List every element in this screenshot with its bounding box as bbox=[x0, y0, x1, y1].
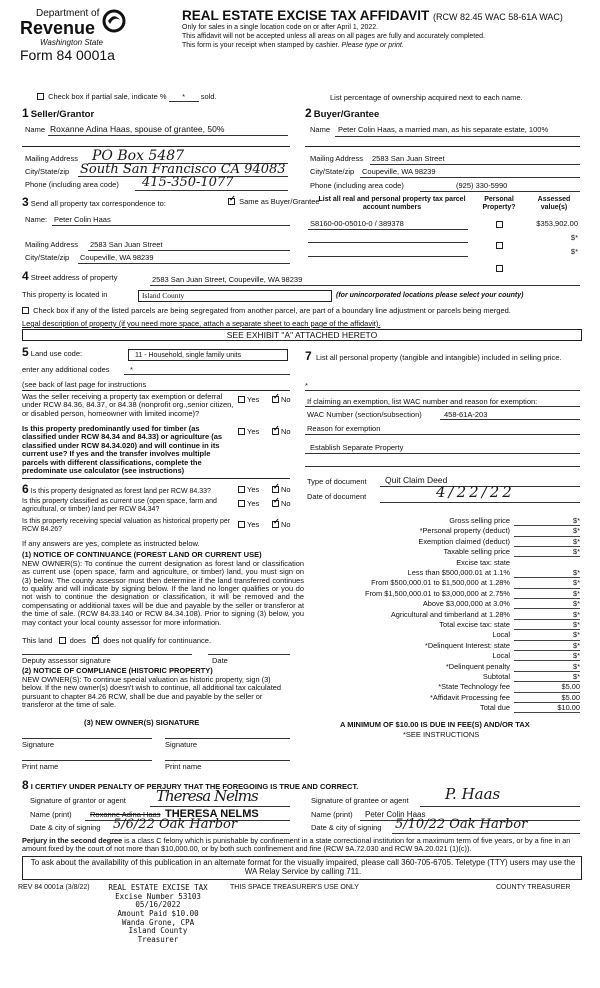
tax-row-label: From $1,500,000.01 to $3,000,000 at 2.75% bbox=[364, 588, 510, 598]
grantee-sig-label: Signature of grantee or agent bbox=[311, 796, 409, 805]
grantor-signature-text: Theresa Nelms bbox=[156, 787, 258, 805]
tax-row-label: Taxable selling price bbox=[443, 547, 510, 557]
partial-sale-percent[interactable]: * bbox=[169, 93, 199, 102]
personal-property-value[interactable]: * bbox=[305, 381, 308, 390]
buyer-heading-text: Buyer/Grantee bbox=[313, 109, 380, 120]
buyer-phone-label: Phone (including area code) bbox=[310, 181, 404, 190]
see-back: (see back of last page for instructions bbox=[22, 380, 147, 389]
forest-num: 6 bbox=[22, 482, 29, 496]
does-not-checkbox[interactable] bbox=[92, 637, 99, 644]
seller-phone-line bbox=[135, 190, 288, 191]
tax-row-label: Local bbox=[492, 630, 510, 640]
wac-value[interactable]: 458-61A-203 bbox=[444, 410, 488, 419]
tax-row-value[interactable]: $* bbox=[514, 652, 580, 661]
form-number: Form 84 0001a bbox=[20, 47, 115, 63]
buyer-box-top bbox=[305, 146, 580, 147]
same-as-buyer-checkbox[interactable] bbox=[228, 198, 235, 205]
header-note-2: This affidavit will not be accepted unless all areas on all pages are fully and accurately completed. bbox=[182, 33, 485, 40]
tax-row bbox=[300, 652, 582, 662]
parcel-col-assessed: Assessed value(s) bbox=[537, 196, 571, 211]
corr-mailing[interactable]: 2583 San Juan Street bbox=[90, 240, 163, 249]
forest-q3-no-label: No bbox=[281, 520, 291, 529]
grantor-date-line bbox=[110, 833, 290, 834]
dept-line1: Department of bbox=[36, 8, 100, 19]
minimum-fee: A MINIMUM OF $10.00 IS DUE IN FEE(S) AND/OR TAX bbox=[340, 720, 530, 729]
form-title bbox=[182, 8, 563, 23]
doc-type-label: Type of document bbox=[307, 477, 367, 486]
corr-city[interactable]: Coupeville, WA 98239 bbox=[80, 253, 154, 262]
forest-q3-yes-checkbox[interactable] bbox=[238, 521, 245, 528]
landuse-label: Land use code: bbox=[30, 349, 83, 358]
form-title-text: REAL ESTATE EXCISE TAX AFFIDAVIT bbox=[182, 8, 430, 23]
wac-intro: If claiming an exemption, list WAC number and reason for exemption: bbox=[307, 397, 538, 406]
seller-num: 1 bbox=[22, 106, 29, 120]
notice2-title: (2) NOTICE OF COMPLIANCE (HISTORIC PROPERTY) bbox=[22, 666, 213, 675]
owner-print-line-2 bbox=[165, 760, 290, 761]
county-treasurer: COUNTY TREASURER bbox=[496, 884, 571, 891]
availability-text: To ask about the availability of this publication in an alternate format for the visually impaired, please call 360-705-6705. Teletype (TTY) users may use the WA Relay Service by calling 711. bbox=[30, 858, 576, 876]
deputy-date-line bbox=[208, 654, 290, 655]
forest-q3-yes-label: Yes bbox=[247, 520, 260, 529]
notice1-title: (1) NOTICE OF CONTINUANCE (FOREST LAND OR CURRENT USE) bbox=[22, 550, 262, 559]
buyer-mailing-label: Mailing Address bbox=[310, 154, 363, 163]
seller-heading-text: Seller/Grantor bbox=[30, 109, 95, 120]
header-note-1: Only for sales in a single location code on or after April 1, 2022. bbox=[182, 24, 379, 31]
tax-row-value[interactable]: $* bbox=[514, 600, 580, 609]
certify-num: 8 bbox=[22, 778, 29, 792]
seller-phone[interactable]: 415-350-1077 bbox=[142, 175, 234, 190]
parcel-assessed-value[interactable]: $* bbox=[570, 233, 578, 242]
grantor-date-city[interactable]: 5/6/22 Oak Harbor bbox=[113, 817, 238, 832]
stamp-line: Excise Number 53103 bbox=[115, 891, 201, 901]
buyer-phone-line bbox=[420, 191, 580, 192]
forest-q2-yes bbox=[238, 500, 259, 508]
header-note-3 bbox=[182, 42, 404, 50]
parcel-assessed-value[interactable]: $353,902.00 bbox=[536, 219, 578, 228]
seller-box-top bbox=[22, 146, 290, 147]
perjury-notice bbox=[22, 837, 582, 853]
doc-date-value[interactable]: 4/22/22 bbox=[436, 483, 515, 501]
tax-row-value[interactable]: $* bbox=[514, 631, 580, 640]
treasurer-use: THIS SPACE TREASURER'S USE ONLY bbox=[230, 884, 359, 891]
parcel-number-line bbox=[308, 256, 468, 257]
buyer-name[interactable]: Peter Colin Haas, a married man, as his separate estate, 100% bbox=[338, 125, 549, 134]
corr-mailing-label: Mailing Address bbox=[25, 240, 78, 249]
forest-divider bbox=[22, 478, 290, 479]
forest-q1-yes-checkbox[interactable] bbox=[238, 486, 245, 493]
does-checkbox[interactable] bbox=[59, 637, 66, 644]
owner-print-line-1 bbox=[22, 760, 152, 761]
doc-type-value[interactable]: Quit Claim Deed bbox=[385, 475, 448, 485]
forest-q3-no bbox=[272, 521, 291, 529]
this-land-row bbox=[22, 637, 211, 645]
does-not-label: does not qualify for continuance. bbox=[103, 636, 212, 645]
timber-yes-checkbox[interactable] bbox=[238, 428, 245, 435]
grantee-date-label: Date & city of signing bbox=[311, 823, 382, 832]
parcel-number[interactable]: S8160-00-05010-0 / 389378 bbox=[310, 219, 404, 228]
owner-sig-line-2 bbox=[165, 738, 290, 739]
forest-q2: Is this property classified as current use (open space, farm and agricultural, or timber) land per RCW 84.34? bbox=[22, 498, 217, 513]
seller-heading bbox=[22, 107, 94, 121]
correspondence-heading-text: Send all property tax correspondence to: bbox=[30, 199, 166, 208]
forest-q3: Is this property receiving special valuation as historical property per RCW 84.26? bbox=[22, 518, 231, 533]
buyer-city[interactable]: Coupeville, WA 98239 bbox=[362, 167, 436, 176]
located-note: (for unincorporated locations please select your county) bbox=[336, 292, 524, 299]
grantor-signature[interactable] bbox=[152, 784, 272, 808]
correspondence-num: 3 bbox=[22, 195, 29, 209]
tax-row-value[interactable]: $* bbox=[514, 538, 580, 547]
partial-sale-row bbox=[37, 93, 217, 102]
buyer-phone[interactable]: (925) 330-5990 bbox=[456, 181, 508, 190]
segregated-label: Check box if any of the listed parcels are being segregated from another parcel, are part of a boundary line adjustment or parcels being merged. bbox=[33, 306, 511, 315]
additional-codes-line bbox=[124, 374, 290, 375]
additional-codes-label: enter any additional codes bbox=[22, 365, 110, 374]
tax-row-label: *Personal property (deduct) bbox=[419, 526, 510, 536]
seller-name-label: Name bbox=[25, 125, 46, 134]
doc-date-line bbox=[380, 502, 580, 503]
wac-line bbox=[440, 419, 580, 420]
forest-q2-no-checkbox[interactable] bbox=[272, 500, 279, 507]
partial-sale-suffix: sold. bbox=[200, 92, 217, 101]
tax-row-label: Total due bbox=[480, 703, 510, 713]
tax-row-label: Gross selling price bbox=[449, 516, 510, 525]
street-num: 4 bbox=[22, 269, 29, 283]
personal-property-label: List all personal property (tangible and intangible) included in selling price. bbox=[316, 353, 562, 362]
street-row bbox=[22, 270, 118, 283]
grantor-sig-label: Signature of grantor or agent bbox=[30, 796, 126, 805]
landuse-select-value: 11 - Household, single family units bbox=[135, 352, 242, 359]
tax-row-label: *Delinquent Interest: state bbox=[424, 640, 510, 650]
timber-question: Is this property predominantly used for timber (as classified under RCW 84.34 and 84.33) or agriculture (as classified under RCW 84.34.020) and will continue in its current use? If yes and the transfer involves multiple parcels with different classifications, complete the predominate use calculator (see instructions) bbox=[22, 424, 223, 475]
tax-row bbox=[300, 538, 582, 548]
county-select-value: Island County bbox=[142, 291, 185, 300]
tax-row bbox=[300, 621, 582, 631]
stamp-line: Wanda Grone, CPA bbox=[121, 917, 195, 927]
buyer-mailing-line bbox=[370, 164, 580, 165]
grantee-name-print[interactable]: Peter Colin Haas bbox=[365, 810, 426, 819]
reason-value-line bbox=[305, 453, 580, 454]
forest-q1-yes bbox=[238, 486, 259, 494]
tax-row-label: Above $3,000,000 at 3.0% bbox=[422, 599, 510, 609]
perjury-bold: Perjury in the second degree bbox=[22, 836, 123, 845]
exemption-yes-label: Yes bbox=[247, 395, 260, 404]
seller-mailing-label: Mailing Address bbox=[25, 154, 78, 163]
landuse-num: 5 bbox=[22, 345, 29, 359]
corr-name-line bbox=[52, 225, 290, 226]
exemption-no bbox=[272, 396, 291, 404]
deputy-label: Deputy assessor signature bbox=[22, 656, 111, 665]
forest-q2-yes-label: Yes bbox=[247, 499, 260, 508]
seller-city[interactable]: South San Francisco CA 94083 bbox=[80, 162, 286, 177]
timber-yes bbox=[238, 428, 259, 436]
buyer-heading bbox=[305, 107, 379, 121]
reason-extra-line bbox=[305, 466, 580, 467]
header-note-3-italic: Please type or print. bbox=[341, 42, 404, 49]
parcel-col-numbers: List all real and personal property tax parcel account numbers bbox=[318, 196, 466, 211]
tax-table bbox=[300, 517, 582, 717]
forest-q1-no-label: No bbox=[281, 485, 291, 494]
buyer-name-label: Name bbox=[310, 125, 331, 134]
county-select[interactable] bbox=[138, 290, 332, 302]
tax-row-label: Subtotal bbox=[482, 672, 510, 681]
grantee-signature[interactable] bbox=[425, 782, 565, 806]
same-as-buyer bbox=[228, 198, 320, 206]
tax-row-label: Agricultural and timberland at 1.28% bbox=[390, 609, 510, 619]
seller-phone-label: Phone (including area code) bbox=[25, 180, 119, 189]
tax-row-label: Excise tax: state bbox=[456, 557, 510, 567]
tax-row-value[interactable]: $* bbox=[514, 569, 580, 578]
wac-intro-line bbox=[305, 406, 580, 407]
timber-no-label: No bbox=[281, 427, 291, 436]
doc-date-label: Date of document bbox=[307, 492, 367, 501]
partial-sale-checkbox[interactable] bbox=[37, 93, 44, 100]
grantor-name-print[interactable]: THERESA NELMS bbox=[165, 808, 259, 820]
buyer-city-label: City/State/zip bbox=[310, 167, 355, 176]
tax-row-value[interactable]: $* bbox=[514, 590, 580, 599]
exemption-question: Was the seller receiving a property tax exemption or deferral under RCW 84.36, 84.37, or 84.38 (nonprofit org.,senior citizen, or disabled person, homeowner with limited income)? bbox=[22, 392, 234, 418]
parcel-number-line bbox=[308, 242, 468, 243]
parcel-number-line bbox=[308, 229, 468, 230]
tax-row-value[interactable]: $* bbox=[514, 517, 580, 526]
grantee-date-city[interactable]: 5/10/22 Oak Harbor bbox=[395, 817, 528, 832]
exemption-yes-checkbox[interactable] bbox=[238, 396, 245, 403]
reason-value[interactable]: Establish Separate Property bbox=[310, 443, 404, 452]
corr-city-label: City/State/zip bbox=[25, 253, 70, 262]
wac-label: WAC Number (section/subsection) bbox=[307, 410, 422, 419]
segregated-checkbox[interactable] bbox=[22, 307, 29, 314]
personal-property-line bbox=[305, 390, 580, 391]
dept-line3: Washington State bbox=[40, 38, 104, 47]
tax-row-value[interactable]: $5.00 bbox=[514, 683, 580, 692]
tax-row bbox=[300, 663, 582, 673]
tax-row-value[interactable]: $10.00 bbox=[514, 704, 580, 713]
does-label: does bbox=[69, 636, 86, 645]
grantee-date-line bbox=[392, 833, 580, 834]
tax-row-value[interactable]: $* bbox=[514, 673, 580, 682]
notice2-text: NEW OWNER(S): To continue special valuation as historic property, sign (3) below. If the new owner(s) doesn't wish to continue, all additional tax calculated pursuant to chapter 84.26 RCW, shall be due and payable by the seller or transferor at the time of sale. bbox=[22, 675, 282, 709]
forest-q3-yes bbox=[238, 521, 259, 529]
grantor-date-label: Date & city of signing bbox=[30, 823, 101, 832]
forest-q2-no bbox=[272, 500, 291, 508]
tax-row-label: *Delinquent penalty bbox=[445, 661, 510, 671]
tax-row-value[interactable]: $* bbox=[514, 642, 580, 651]
notice1-text: NEW OWNER(S): To continue the current designation as forest land or classification as current use (open space, farm and agriculture, or timber) land, you must sign on (3) below. The county assessor must then determine if the land transferred continues to qualify and will indicate by signing below. If the land no longer qualifies or you do not wish to continue the designation or classification, it will be removed and the compensating or additional taxes will be due and payable by the seller or transferor at the time of sale. (RCW 84.33.140 or RCW 84.34.108). Prior to signing (3) below, you may contact your local county assessor for more information. bbox=[22, 559, 304, 627]
tax-row-label: Local bbox=[492, 651, 510, 661]
seller-name-line bbox=[48, 135, 288, 136]
tax-row bbox=[300, 548, 582, 558]
grantor-name-label: Name (print) bbox=[30, 810, 72, 819]
forest-q1-no bbox=[272, 486, 291, 494]
grantee-signature-text: P. Haas bbox=[445, 785, 501, 803]
forest-q1-no-checkbox[interactable] bbox=[272, 486, 279, 493]
landuse-select[interactable] bbox=[128, 349, 288, 361]
forest-if-yes: If any answers are yes, complete as instructed below. bbox=[22, 539, 200, 548]
reason-label: Reason for exemption bbox=[307, 424, 381, 433]
tax-row-label: From $500,000.01 to $1,500,000 at 1.28% bbox=[371, 578, 510, 588]
owner-print-label-1: Print name bbox=[22, 762, 59, 771]
grantor-sig-line bbox=[150, 806, 290, 807]
new-owner-sig-title: (3) NEW OWNER(S) SIGNATURE bbox=[84, 718, 200, 727]
certify-heading-text: I CERTIFY UNDER PENALTY OF PERJURY THAT THE FOREGOING IS TRUE AND CORRECT. bbox=[30, 782, 359, 791]
tax-row-value[interactable]: $* bbox=[514, 579, 580, 588]
stamp-line: 05/16/2022 bbox=[135, 900, 181, 910]
seller-city-label: City/State/zip bbox=[25, 167, 70, 176]
header-note-3-text: This form is your receipt when stamped by cashier. bbox=[182, 42, 340, 49]
parcel-assessed-value[interactable]: $* bbox=[570, 247, 578, 256]
grantor-name-struck: Roxanne Adina Haas bbox=[90, 810, 161, 819]
forest-q2-no-label: No bbox=[281, 499, 291, 508]
buyer-name-line bbox=[335, 136, 580, 137]
revenue-swirl-icon bbox=[102, 8, 126, 34]
landuse-divider bbox=[22, 390, 290, 391]
segregated-row bbox=[22, 307, 511, 315]
tax-row-label: Total excise tax: state bbox=[439, 620, 510, 629]
legal-description-value: SEE EXHIBIT "A" ATTACHED HERETO bbox=[226, 330, 378, 340]
tax-row bbox=[300, 704, 582, 714]
reason-line bbox=[305, 434, 580, 435]
availability-box bbox=[22, 856, 582, 880]
owner-sig-label-1: Signature bbox=[22, 740, 55, 749]
buyer-city-line bbox=[360, 177, 580, 178]
ownership-note: List percentage of ownership acquired next to each name. bbox=[330, 93, 523, 102]
legal-label: Legal description of property (if you need more space, attach a separate sheet to each page of the affidavit). bbox=[22, 319, 381, 328]
parcel-personal-checkbox[interactable] bbox=[496, 221, 503, 228]
corr-name[interactable]: Peter Colin Haas bbox=[54, 215, 111, 224]
parcel-col-personal: Personal Property? bbox=[482, 196, 516, 211]
seller-name[interactable]: Roxanne Adina Haas, spouse of grantee, 50% bbox=[50, 124, 225, 134]
street-value[interactable]: 2583 San Juan Street, Coupeville, WA 98239 bbox=[152, 275, 303, 284]
see-instructions: *SEE INSTRUCTIONS bbox=[403, 730, 480, 739]
street-line bbox=[150, 285, 580, 286]
owner-print-label-2: Print name bbox=[165, 762, 202, 771]
tax-row bbox=[300, 694, 582, 704]
stamp-line: Island County Treasurer bbox=[128, 926, 188, 944]
buyer-mailing[interactable]: 2583 San Juan Street bbox=[372, 154, 445, 163]
deputy-date-label: Date bbox=[212, 656, 228, 665]
correspondence-heading bbox=[22, 196, 166, 209]
corr-name-label: Name: bbox=[25, 215, 48, 224]
perjury-text: is a class C felony which is punishable by confinement in a state correctional institution for a maximum term of five years, or by a fine in an amount fixed by the court of not more than $10,000.00, or by both such confinement and fine (RCW 9A.72.030 and RCW 9A.20.021 (1)(c)). bbox=[22, 836, 571, 854]
tax-row-label: *Affidavit Processing fee bbox=[430, 692, 510, 702]
forest-q1-yes-label: Yes bbox=[247, 485, 260, 494]
form-title-ref: (RCW 82.45 WAC 58-61A WAC) bbox=[433, 12, 563, 22]
legal-description-box[interactable] bbox=[22, 329, 582, 341]
exemption-yes bbox=[238, 396, 259, 404]
tax-row-value[interactable]: $* bbox=[514, 548, 580, 557]
timber-yes-label: Yes bbox=[247, 427, 260, 436]
deputy-sig-line bbox=[22, 654, 192, 655]
tax-row-value[interactable]: $5.00 bbox=[514, 694, 580, 703]
forest-q3-no-checkbox[interactable] bbox=[272, 521, 279, 528]
buyer-num: 2 bbox=[305, 106, 312, 120]
tax-row-value[interactable]: $* bbox=[514, 663, 580, 672]
owner-sig-label-2: Signature bbox=[165, 740, 198, 749]
tax-row-value[interactable]: $* bbox=[514, 611, 580, 620]
tax-row-value[interactable]: $* bbox=[514, 621, 580, 630]
tax-row-value[interactable]: $* bbox=[514, 527, 580, 536]
located-label: This property is located in bbox=[22, 290, 108, 299]
seller-mailing[interactable]: PO Box 5487 bbox=[92, 148, 185, 164]
grantee-sig-line bbox=[420, 806, 580, 807]
timber-no bbox=[272, 428, 291, 436]
additional-codes-value[interactable]: * bbox=[130, 365, 133, 374]
tax-row-label: Exemption claimed (deduct) bbox=[418, 536, 510, 546]
corr-city-line bbox=[78, 263, 290, 264]
forest-q1-row bbox=[22, 483, 211, 496]
treasurer-stamp bbox=[108, 884, 208, 944]
exemption-no-label: No bbox=[281, 395, 291, 404]
timber-no-checkbox[interactable] bbox=[272, 428, 279, 435]
grantee-name-label: Name (print) bbox=[311, 810, 353, 819]
tax-row-label: *State Technology fee bbox=[438, 682, 510, 692]
tax-row bbox=[300, 642, 582, 652]
owner-sig-line-1 bbox=[22, 738, 152, 739]
stamp-line: Amount Paid $10.00 bbox=[117, 908, 199, 918]
landuse-row bbox=[22, 346, 82, 359]
corr-mailing-line bbox=[88, 250, 290, 251]
tax-row-label: Less than $500,000.01 at 1.1% bbox=[407, 568, 510, 577]
forest-q2-yes-checkbox[interactable] bbox=[238, 500, 245, 507]
rev-number: REV 84 0001a (3/8/22) bbox=[18, 884, 90, 891]
personal-property-num: 7 bbox=[305, 349, 312, 363]
parcel-personal-checkbox[interactable] bbox=[496, 242, 503, 249]
this-land-label: This land bbox=[22, 636, 53, 645]
street-label: Street address of property bbox=[30, 273, 118, 282]
parcel-personal-checkbox[interactable] bbox=[496, 265, 503, 272]
forest-q1: Is this property designated as forest land per RCW 84.33? bbox=[30, 488, 211, 495]
stamp-line: REAL ESTATE EXCISE TAX bbox=[108, 883, 208, 892]
partial-sale-label: Check box if partial sale, indicate % bbox=[48, 92, 167, 101]
same-as-buyer-label: Same as Buyer/Grantee bbox=[239, 197, 320, 206]
dept-line2: Revenue bbox=[20, 18, 96, 38]
exemption-no-checkbox[interactable] bbox=[272, 396, 279, 403]
